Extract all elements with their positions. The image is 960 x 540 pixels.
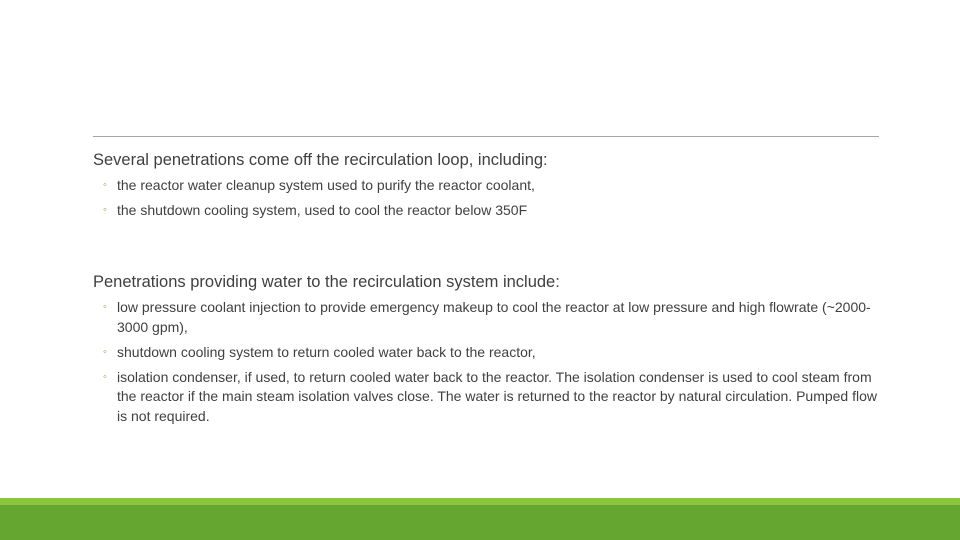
footer-accent-bar [0,505,960,540]
section-heading: Several penetrations come off the recirculation loop, including: [93,151,548,169]
recirculation-penetrations-section [93,149,879,226]
title-divider [93,136,879,137]
bullet-marker-icon: ◦ [103,301,107,313]
list-item-text: the reactor water cleanup system used to purify the reactor coolant, [117,177,535,193]
bullet-marker-icon: ◦ [103,370,107,383]
bullet-marker-icon: ◦ [103,345,107,358]
list-item-text: isolation condenser, if used, to return cooled water back to the reactor. The isolation condenser is used to cool steam from the reactor if the main steam isolation valves close. The water is returned to the reactor by natural circulation. Pumped flow is not required. [117,368,877,424]
list-item [93,201,877,221]
section-heading: Penetrations providing water to the recirculation system include: [93,273,560,291]
bullet-list [93,176,879,221]
footer-accent-stripe [0,498,960,505]
list-item [93,368,877,427]
water-supply-penetrations-section [93,271,879,432]
bullet-marker-icon: ◦ [103,204,107,216]
bullet-marker-icon: ◦ [103,179,107,191]
list-item [93,298,877,337]
list-item [93,343,877,363]
bullet-list [93,298,879,426]
list-item [93,176,877,196]
list-item-text: shutdown cooling system to return cooled water back to the reactor, [117,343,536,360]
list-item-text: the shutdown cooling system, used to cool the reactor below 350F [117,202,528,218]
list-item-text: low pressure coolant injection to provide emergency makeup to cool the reactor at low pressure and high flowrate (~2000-3000 gpm), [117,299,871,335]
